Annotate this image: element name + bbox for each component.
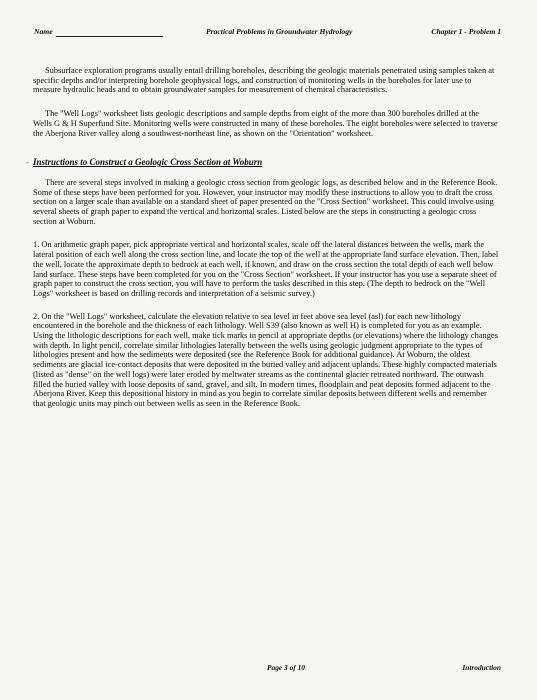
page-footer: [24, 663, 509, 675]
chapter-label: Chapter 1 - Problem 1: [431, 27, 501, 36]
section-heading: [26, 157, 499, 168]
page-header: [24, 27, 509, 41]
intro-paragraph-1: Subsurface exploration programs usually entail drilling boreholes, describing the geologic materials penetrated using samples taken at specific depths and/or interpreting borehole geophysical logs, and construction of monitoring wells in the boreholes for later use to measure hydraulic heads and to obtain groundwater samples for measurement of chemical characteristics.: [33, 66, 495, 95]
step-2: 2. On the "Well Logs" worksheet, calculate the elevation relative to sea level in feet above sea level (asl) for each new lithology encountered in the borehole and the thickness of each lithology. Well S39 (also known as well H) is completed for you as an example. Using the lithologic descriptions for each well, make tick marks in pencil at appropriate depths (or elevations) where the lithology changes with depth. In light pencil, correlate similar lithologies laterally between the wells using geologic judgment appropriate to the types of lithologies present and how the sediments were deposited (see the Reference Book for additional guidance). At Woburn, the oldest sediments are glacial ice-contact deposits that were deposited in the buried valley and adjacent uplands. These highly compacted materials (listed as "dense" on the well logs) were later eroded by meltwater streams as the continental glacier retreated northward. The outwash filled the buried valley with loose deposits of sand, gravel, and silt. In modern times, floodplain and peat deposits formed adjacent to the Aberjona River. Keep this depositional history in mind as you begin to correlate similar deposits between different wells and remember that geologic units may pinch out between wells as seen in the Reference Book.: [33, 311, 498, 408]
page-body: [26, 66, 499, 409]
section-heading-text: Instructions to Construct a Geologic Cross Section at Woburn: [33, 157, 263, 168]
name-label: Name: [34, 27, 53, 36]
step-1: 1. On arithmetic graph paper, pick appropriate vertical and horizontal scales, scale off the lateral distances between the wells, mark the lateral position of each well along the cross section line, and locate the top of the well at the appropriate land surface elevation. Then, label the well, locate the approximate depth to bedrock at each well, if known, and draw on the cross section the total depth of each well below land surface. These steps have been completed for you on the "Cross Section" worksheet. If your instructor has you use a separate sheet of graph paper to construct the cross section, you will have to perform the tasks described in this step. (The depth to bedrock on the "Well Logs" worksheet is based on drilling records and interpretation of a seismic survey.): [33, 240, 499, 298]
page-number: Page 3 of 10: [267, 663, 305, 672]
name-blank-line[interactable]: [56, 36, 163, 37]
instructions-paragraph: There are several steps involved in making a geologic cross section from geologic logs, as described below and in the Reference Book. Some of these steps have been performed for you. However, your instructor may modify these instructions to allow you to draft the cross section on a larger scale than available on a standard sheet of paper presented on the "Cross Section" worksheet. This could involve using several sheets of graph paper to expand the vertical and horizontal scales. Listed below are the steps in constructing a geologic cross section at Woburn.: [33, 177, 498, 226]
intro-paragraph-2: The "Well Logs" worksheet lists geologic descriptions and sample depths from eight of the more than 300 boreholes drilled at the Wells G & H Superfund Site. Monitoring wells were constructed in many of these boreholes. The eight boreholes were selected to traverse the Aberjona River valley along a southwest-northeast line, as shown on the "Orientation" worksheet.: [33, 109, 498, 138]
book-title: Practical Problems in Groundwater Hydrology: [206, 27, 353, 36]
margin-mark: -: [26, 157, 29, 168]
footer-section-label: Introduction: [462, 663, 501, 672]
